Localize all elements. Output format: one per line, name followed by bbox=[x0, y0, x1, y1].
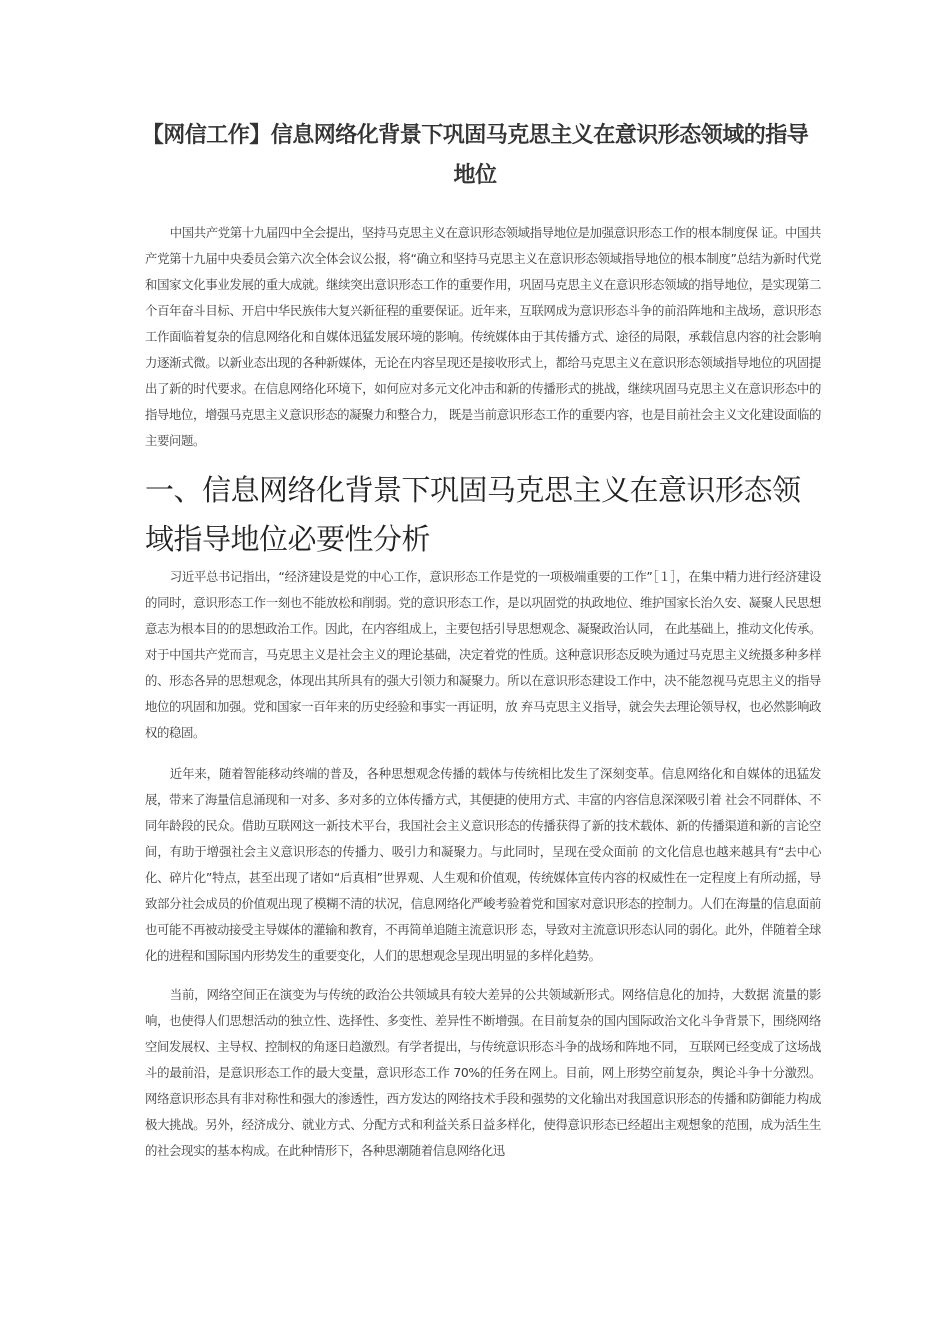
intro-paragraph: 中国共产党第十九届四中全会提出，坚持马克思主义在意识形态领域指导地位是加强意识形态工作的根本制度保 证。中国共产党第十九届中央委员会第六次全体会议公报，将“确立和坚持马克思主义在意识形态领域指导地位的根本制度”总结为新时代党和国家文化事业发展的重大成就。继续突出意识形态工作的重要作用，巩固马克思主义在意识形态领域的指导地位，是实现第二个百年奋斗目标、开启中华民族伟大复兴新征程的重要保证。近年来，互联网成为意识形态斗争的前沿阵地和主战场，意识形态工作面临着复杂的信息网络化和自媒体迅猛发展环境的影响。传统媒体由于其传播方式、途径的局限，承载信息内容的社会影响力逐渐式微。以新业态出现的各种新媒体，无论在内容呈现还是接收形式上，都给马克思主义在意识形态领域指导地位的巩固提出了新的时代要求。在信息网络化环境下，如何应对多元文化冲击和新的传播形式的挑战，继续巩固马克思主义在意识形态中的指导地位，增强马克思主义意识形态的凝聚力和整合力， 既是当前意识形态工作的重要内容，也是目前社会主义文化建设面临的主要问题。 bbox=[145, 225, 821, 448]
section-paragraph-1: 习近平总书记指出，“经济建设是党的中心工作，意识形态工作是党的一项极端重要的工作”［１］，在集中精力进行经济建设的同时，意识形态工作一刻也不能放松和削弱。党的意识形态工作，是以巩固党的执政地位、维护国家长治久安、凝聚人民思想意志为根本目的的思想政治工作。因此，在内容组成上，主要包括引导思想观念、凝聚政治认同， 在此基础上，推动文化传承。对于中国共产党而言，马克思主义是社会主义的理论基础，决定着党的性质。这种意识形态反映为通过马克思主义统摄多种多样的、形态各异的思想观念，体现出其所具有的强大引领力和凝聚力。所以在意识形态建设工作中，决不能忽视马克思主义的指导地位的巩固和加强。党和国家一百年来的历史经验和事实一再证明，放 弃马克思主义指导，就会失去理论领导权，也必然影响政权的稳固。 bbox=[145, 569, 821, 740]
section-paragraph-2: 近年来，随着智能移动终端的普及，各种思想观念传播的载体与传统相比发生了深刻变革。信息网络化和自媒体的迅猛发展，带来了海量信息涌现和一对多、多对多的立体传播方式，其便捷的使用方式、丰富的内容信息深深吸引着 社会不同群体、不同年龄段的民众。借助互联网这一新技术平台，我国社会主义意识形态的传播获得了新的技术载体、新的传播渠道和新的言论空间，有助于增强社会主义意识形态的传播力、吸引力和凝聚力。与此同时，呈现在受众面前 的文化信息也越来越具有“去中心化、碎片化”特点，甚至出现了诸如“后真相”世界观、人生观和价值观，传统媒体宣传内容的权威性在一定程度上有所动摇，导致部分社会成员的价值观出现了模糊不清的状况，信息网络化严峻考验着党和国家对意识形态的控制力。人们在海量的信息面前也可能不再被动接受主导媒体的灌输和教育，不再简单追随主流意识形 态，导致对主流意识形态认同的弱化。此外，伴随着全球化的进程和国际国内形势发生的重要变化，人们的思想观念呈现出明显的多样化趋势。 bbox=[145, 766, 821, 963]
document-title: 【网信工作】信息网络化背景下巩固马克思主义在意识形态领域的指导地位 bbox=[141, 123, 809, 188]
section-heading: 一、信息网络化背景下巩固马克思主义在意识形态领域指导地位必要性分析 bbox=[145, 473, 801, 556]
section-paragraph-3: 当前，网络空间正在演变为与传统的政治公共领域具有较大差异的公共领域新形式。网络信息化的加持，大数据 流量的影响，也使得人们思想活动的独立性、选择性、多变性、差异性不断增强。在目前复杂的国内国际政治文化斗争背景下，围绕网络空间发展权、主导权、控制权的角逐日趋激烈。有学者提出，与传统意识形态斗争的战场和阵地不同， 互联网已经变成了这场战斗的最前沿，是意识形态工作的最大变量，意识形态工作 70%的任务在网上。目前，网上形势空前复杂，舆论斗争十分激烈。网络意识形态具有非对称性和强大的渗透性，西方发达的网络技术手段和强势的文化输出对我国意识形态的传播和防御能力构成极大挑战。另外，经济成分、就业方式、分配方式和利益关系日益多样化，使得意识形态已经超出主观想象的范围，成为活生生的社会现实的基本构成。在此种情形下，各种思潮随着信息网络化迅 bbox=[145, 987, 821, 1158]
